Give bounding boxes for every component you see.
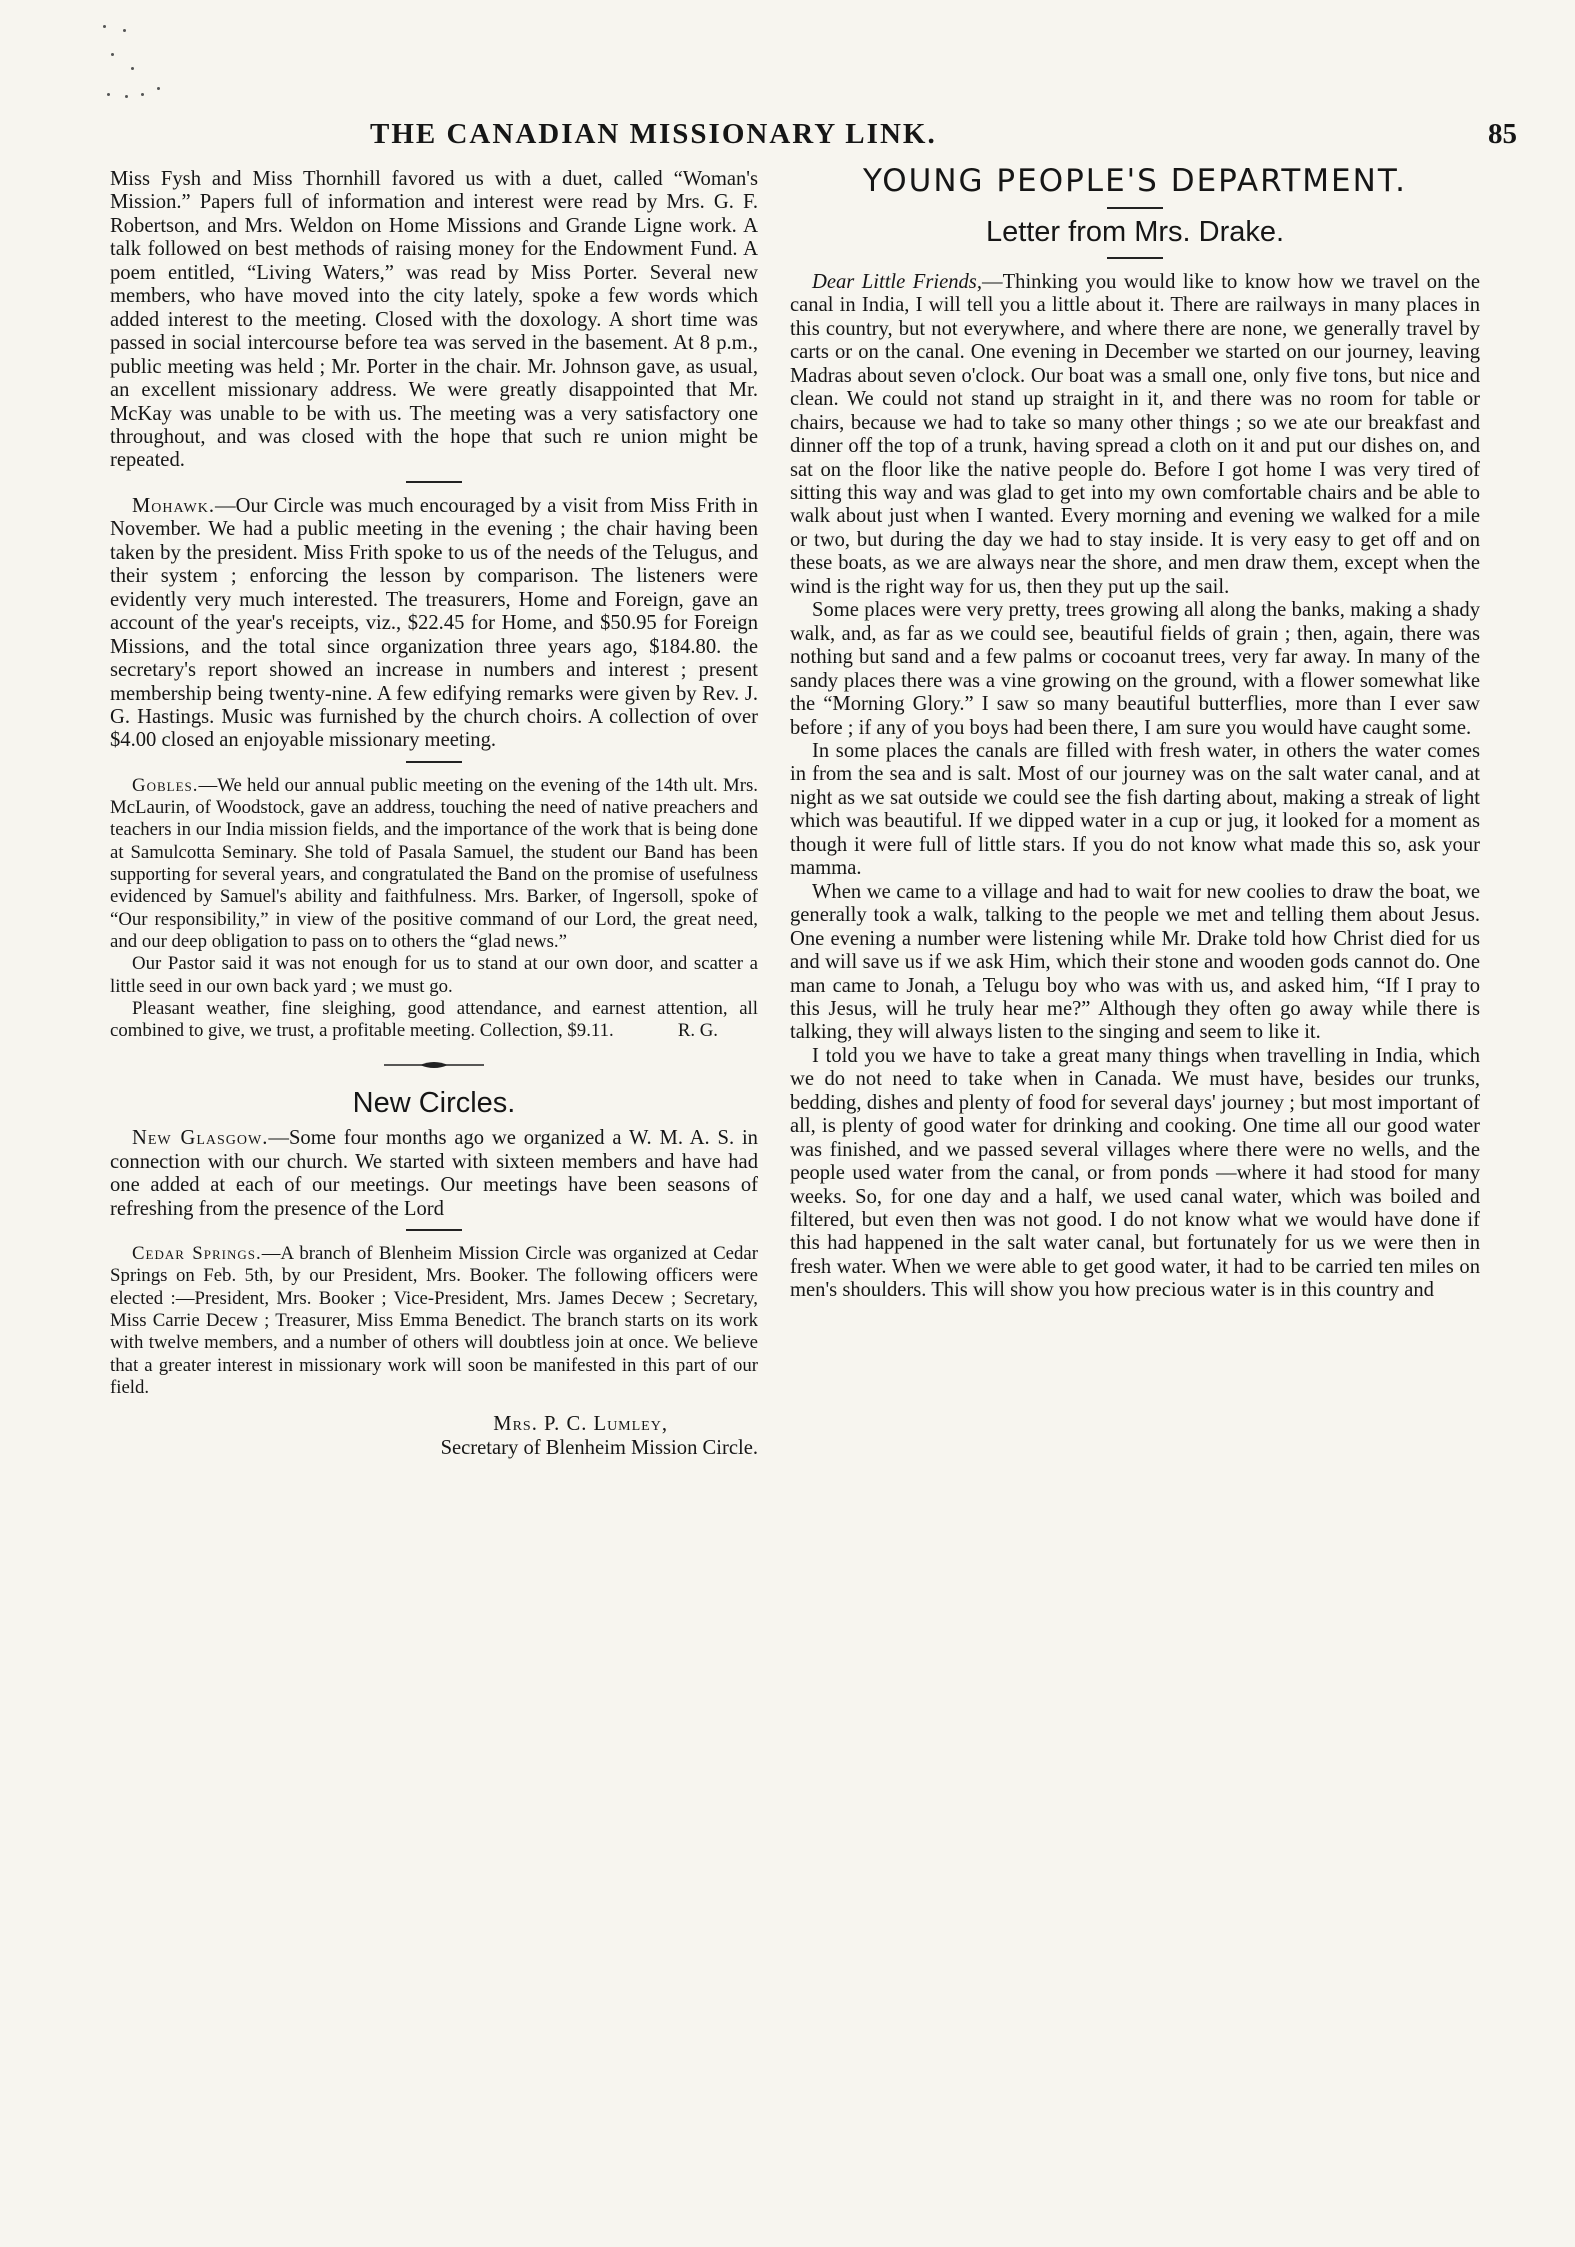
place-name: Gobles. [132,774,199,796]
section-divider [406,481,462,483]
letter-paragraph: Dear Little Friends,—Thinking you would like to know how we travel on the canal in India, I will tell you a little about it. There are railways in many places in this country, but not everywhere, and where there are none, we generally travel by carts or on the canal. One evening in December we started on our journey, leaving Madras about seven o'clock. Our boat was a small one, only five tons, but nice and clean. We could not stand up straight in it, and there was no room for table or chairs, because we had to take so many other things ; so we ate our breakfast and dinner off the top of a trunk, having spread a cloth on it and put our dishes on, and sat on the floor like the native people do. Before I got home I was very tired of sitting this way and was glad to get into my own comfortable chairs and be able to walk about just when I wanted. Every morning and evening we walked for a mile or two, but during the day we had to stay inside. It is very easy to get off and on these boats, as we are always near the shore, and men draw them, except when the wind is the right way for us, then they put up the sail. [790,270,1480,598]
letter-paragraph: Some places were very pretty, trees growing all along the banks, making a shady walk, and, as far as we could see, beautiful fields of grain ; then, again, there was nothing but sand and a few palms or cocoanut trees, very far away. In many of the sandy places there was a vine growing on the ground, with a flower somewhat like the “Morning Glory.” I saw so many beautiful butterflies, more than I ever saw before ; if any of you boys had been there, I am sure you would have caught some. [790,599,1480,739]
left-column [110,168,758,1460]
report-initials: R. G. [677,1020,718,1042]
section-divider [406,1229,462,1231]
section-divider [406,761,462,763]
right-column [790,163,1480,1303]
salutation: Dear Little Friends, [812,270,982,293]
letter-paragraph: In some places the canals are filled with fresh water, in others the water comes in from the sea and is salt. Most of our journey was on the salt water canal, and at night as we sat outside we could see the fish darting about, making a streak of light which was beautiful. If we dipped water in a cup or jug, it looked for a moment as though it were full of little stars. If you do not know what made this so, ask your mamma. [790,739,1480,880]
new-circles-heading: New Circles. [352,1086,516,1119]
ornament-divider [110,1054,758,1077]
gobles-report: Gobles.—We held our annual public meeting on the evening of the 14th ult. Mrs. McLaurin, of Woodstock, gave an address, touching the need of native preachers and teachers in our India mission fields, and the importance of the work that is being done at Samulcotta Seminary. She told of Pasala Samuel, the student our Band has been supporting for several years, and congratulated the Band on the promise of usefulness evidenced by Samuel's ability and faithfulness. Mrs. Barker, of Ingersoll, spoke of “Our responsibility,” in view of the positive command of our Lord, the great need, and our deep obligation to pass on to others the “glad news.” Our Pastor said it was not enough for us to stand at our own door, and scatter a little seed in our own back yard ; we must go. Pleasant weather, fine sleighing, good attendance, and earnest attention, all combined to give, we trust, a profitable meeting. Collection, $9.11. R. G. [110,774,758,1042]
mohawk-report: Mohawk.—Our Circle was much encouraged by a visit from Miss Frith in November. We had a public meeting in the evening ; the chair having been taken by the president. Miss Frith spoke to us of the needs of the Telugus, and their system ; enforcing the lesson by comparison. The listeners were evidently very much interested. The treasurers, Home and Foreign, gave an account of the year's receipts, viz., $22.45 for Home, and $50.95 for Foreign Missions, and the total since organization three years ago, $184.80. the secretary's report showed an increase in numbers and interest ; present membership being twenty-nine. A few edifying remarks were given by Rev. J. G. Hastings. Music was furnished by the church choirs. A collection of over $4.00 closed an enjoyable missionary meeting. [110,494,758,752]
place-name: Mohawk. [132,494,215,517]
cedar-springs-report: Cedar Springs.—A branch of Blenheim Mission Circle was organized at Cedar Springs on Feb. 5th, by our President, Mrs. Booker. The following officers were elected :—President, Mrs. Booker ; Vice-President, Mrs. James Decew ; Secretary, Miss Carrie Decew ; Treasurer, Miss Emma Benedict. The branch starts on its work with twelve members, and a number of others will doubtless join at once. We believe that a greater interest in missionary work will soon be manifested in this part of our field. [110,1243,758,1398]
place-name: New Glasgow. [132,1127,269,1150]
meeting-report-paragraph: Miss Fysh and Miss Thornhill favored us with a duet, called “Woman's Mission.” Papers full of information and interest were read by Mrs. G. F. Robertson, and Mrs. Weldon on Home Missions and Grande Ligne work. A talk followed on best methods of raising money for the Endowment Fund. A poem entitled, “Living Waters,” was read by Miss Porter. Several new members, who have moved into the city lately, spoke a few words which added interest to the meeting. Closed with the doxology. A short time was passed in social intercourse before tea was served in the basement. At 8 p.m., public meeting was held ; Mr. Porter in the chair. Mr. Johnson gave, as usual, an excellent missionary address. We were greatly disappointed that Mr. McKay was unable to be with us. The meeting was a very satisfactory one throughout, and was closed with the hope that such re union might be repeated. [110,168,758,472]
section-divider [1107,207,1163,209]
place-name: Cedar Springs. [132,1243,262,1265]
page-number: 85 [1488,118,1517,150]
department-heading: YOUNG PEOPLE'S DEPARTMENT. [863,163,1407,199]
letter-paragraph: When we came to a village and had to wait for new coolies to draw the boat, we generally took a walk, talking to the people we met and telling them about Jesus. One evening a number were listening while Mr. Drake told how Christ died for us and will save us if we ask Him, which their stone and wooden gods cannot do. One man came to Jonah, a Telugu boy who was with us, and asked him, “If I pray to this Jesus, will he truly hear me?” Although they often go away while there is talking, they will always listen to the singing and seem to like it. [790,880,1480,1044]
scan-specks [95,15,215,115]
signature-name: Mrs. P. C. Lumley, [493,1413,668,1436]
running-head: THE CANADIAN MISSIONARY LINK. [370,118,937,150]
new-glasgow-report: New Glasgow.—Some four months ago we organized a W. M. A. S. in connection with our church. We started with sixteen members and have had one added at each of our meetings. Our meetings have been seasons of refreshing from the presence of the Lord [110,1127,758,1220]
section-divider [1107,257,1163,259]
letter-heading: Letter from Mrs. Drake. [985,216,1285,249]
signature-role: Secretary of Blenheim Mission Circle. [440,1436,758,1459]
letter-paragraph: I told you we have to take a great many things when travelling in India, which we do not need to take when in Canada. We must have, besides our trunks, bedding, dishes and plenty of food for several days' journey ; but most important of all, is plenty of good water for drinking and cooking. One time all our good water was finished, and we passed several villages where there were no wells, and the people used water from the canal, or from ponds —where it had stood for many weeks. So, for one day and a half, we used canal water, which was boiled and filtered, but even then was not good. I do not know what we would have done if this had happened in the salt water canal, but fortunately for us we were then in fresh water. When we were able to get good water, it had to be carried ten miles on men's shoulders. This will show you how precious water is in this country and [790,1044,1480,1302]
